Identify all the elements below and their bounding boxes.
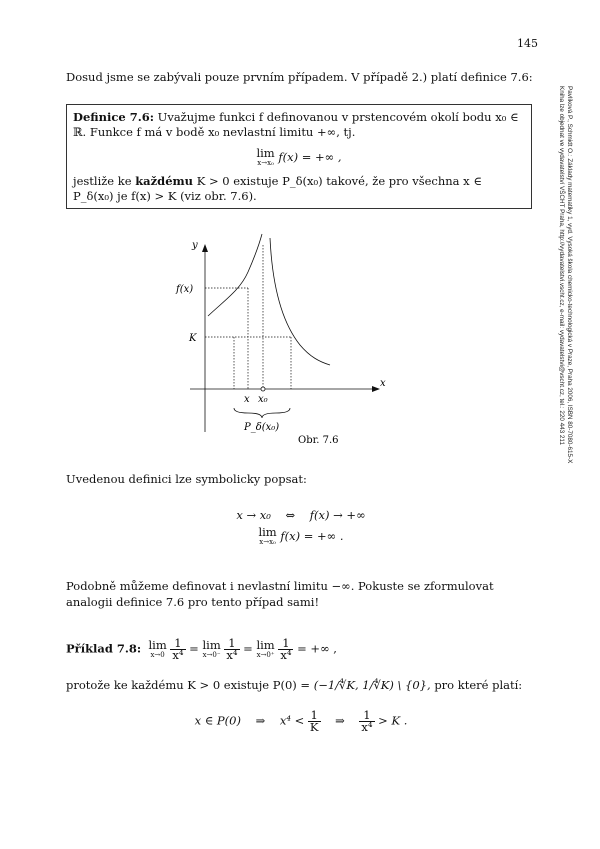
figure-caption: Obr. 7.6 (298, 435, 339, 446)
because-interval: (−1/∜K, 1/∜K) \ {0}, (313, 678, 431, 692)
definition-body: Uvažujme funkci f definovanou v prstencovém okolí bodu x₀ ∈ ℝ. Funkce f má v bodě x₀ nevlastní limitu +∞, tj. (73, 110, 519, 139)
curve-left (208, 234, 262, 316)
impl-frac-1 (308, 710, 321, 733)
text2-post: K > 0 existuje P_δ(x₀) takové, že pro všechna x ∈ P_δ(x₀) je f(x) > K (viz obr. 7.6). (73, 174, 482, 203)
ex-lim-sub-2: x→0⁻ (202, 650, 221, 659)
impl-num-1: 1 (308, 710, 321, 722)
formula-body: f(x) = +∞ , (278, 150, 342, 164)
ex-lim-sub-3: x→0⁺ (256, 650, 275, 659)
impl-part-2: x⁴ < (279, 713, 305, 728)
tick-x: x (244, 394, 250, 405)
ex-den-2: x⁴ (226, 648, 238, 662)
sym-left: x → x₀ (236, 508, 271, 522)
limit-operator (256, 148, 274, 168)
symbolic-line-1 (66, 507, 536, 523)
example-line (66, 638, 536, 661)
ex-frac-1 (170, 638, 185, 661)
brace (234, 408, 290, 418)
impl-arrow-2: ⇒ (335, 713, 345, 728)
sidebar-line-2: Kniha lze objednat ve vydavatelství VŠCHT Praha, http://vydavatelstvi.vscht.cz, e-mail: vydavatelstvi@vscht.cz, tel.: 220 443 211 (558, 86, 565, 445)
text2-bold: každému (135, 174, 194, 188)
page-number: 145 (517, 37, 538, 50)
impl-den-1: K (309, 720, 319, 734)
definition-box (66, 104, 532, 209)
sym-limit (258, 527, 276, 547)
xlabel: x (380, 378, 386, 389)
analogy-paragraph: Podobně můžeme definovat i nevlastní limitu −∞. Pokuste se zformulovat analogii definice 7.6 pro tento případ sami! (66, 579, 494, 609)
ylabel: y (192, 240, 198, 251)
ex-lim-2 (202, 637, 221, 660)
sym-lim-body: f(x) = +∞ . (280, 529, 344, 543)
ex-lim-word-3: lim (256, 637, 275, 652)
ex-lim-3 (256, 637, 275, 660)
lim-word: lim (256, 146, 275, 160)
ex-lim-word-1: lim (148, 637, 167, 652)
definition-text-1 (73, 110, 525, 140)
example-label: Příklad 7.8: (66, 641, 142, 656)
symbolic-block (66, 507, 536, 547)
impl-den-2: x⁴ (361, 720, 373, 734)
definition-text-2 (73, 174, 525, 204)
example-because (66, 677, 536, 693)
symbolic-intro: Uvedenou definici lze symbolicky popsat: (66, 472, 307, 486)
ex-eq-1: = (189, 641, 199, 656)
sym-right: f(x) → +∞ (309, 508, 366, 522)
ex-lim-word-2: lim (202, 637, 221, 652)
definition-label: Definice 7.6: (73, 110, 154, 124)
lim-subscript: x→x₀ (257, 159, 274, 167)
sidebar-citation (557, 86, 573, 463)
impl-frac-2 (359, 710, 374, 733)
sidebar-line-1: Pavlíková P., Schmidt O.: Základy matematiky 1, vyd. Vysoká škola chemicko-technologická v Praze, Praha 2006, ISBN 80-7080-615-X (566, 86, 573, 464)
definition-formula (73, 148, 525, 168)
ex-num-2: 1 (224, 638, 239, 650)
curve-right (270, 238, 330, 365)
ex-den-3: x⁴ (280, 648, 292, 662)
brace-label: P_δ(x₀) (244, 422, 280, 433)
ex-result: = +∞ , (297, 641, 337, 656)
impl-part-1: x ∈ P(0) (194, 713, 241, 728)
ex-eq-2: = (243, 641, 253, 656)
ex-lim-sub-1: x→0 (150, 650, 165, 659)
because-post: pro které platí: (434, 678, 523, 692)
ex-num-1: 1 (170, 638, 185, 650)
intro-paragraph: Dosud jsme se zabývali pouze prvním případem. V případě 2.) platí definice 7.6: (66, 70, 533, 84)
sym-lim-word: lim (258, 525, 277, 539)
symbolic-line-2 (66, 527, 536, 547)
ex-frac-2 (224, 638, 239, 661)
ex-den-1: x⁴ (172, 648, 184, 662)
impl-num-2: 1 (359, 710, 374, 722)
tick-x0: x₀ (258, 394, 268, 405)
ex-lim-1 (148, 637, 167, 660)
sym-lim-sub: x→x₀ (259, 538, 276, 546)
text2-pre: jestliže ke (73, 174, 132, 188)
tick-fx: f(x) (176, 284, 194, 295)
tick-K: K (189, 333, 197, 344)
x-axis-arrow (372, 386, 380, 392)
ex-num-3: 1 (278, 638, 293, 650)
x0-point (261, 387, 265, 391)
example-implication (66, 710, 536, 733)
because-pre: protože ke každému K > 0 existuje P(0) = (66, 678, 311, 692)
y-axis-arrow (202, 244, 208, 252)
impl-part-3: > K . (378, 713, 408, 728)
ex-frac-3 (278, 638, 293, 661)
impl-arrow-1: ⇒ (255, 713, 266, 728)
sym-arrow: ⇔ (285, 508, 296, 522)
